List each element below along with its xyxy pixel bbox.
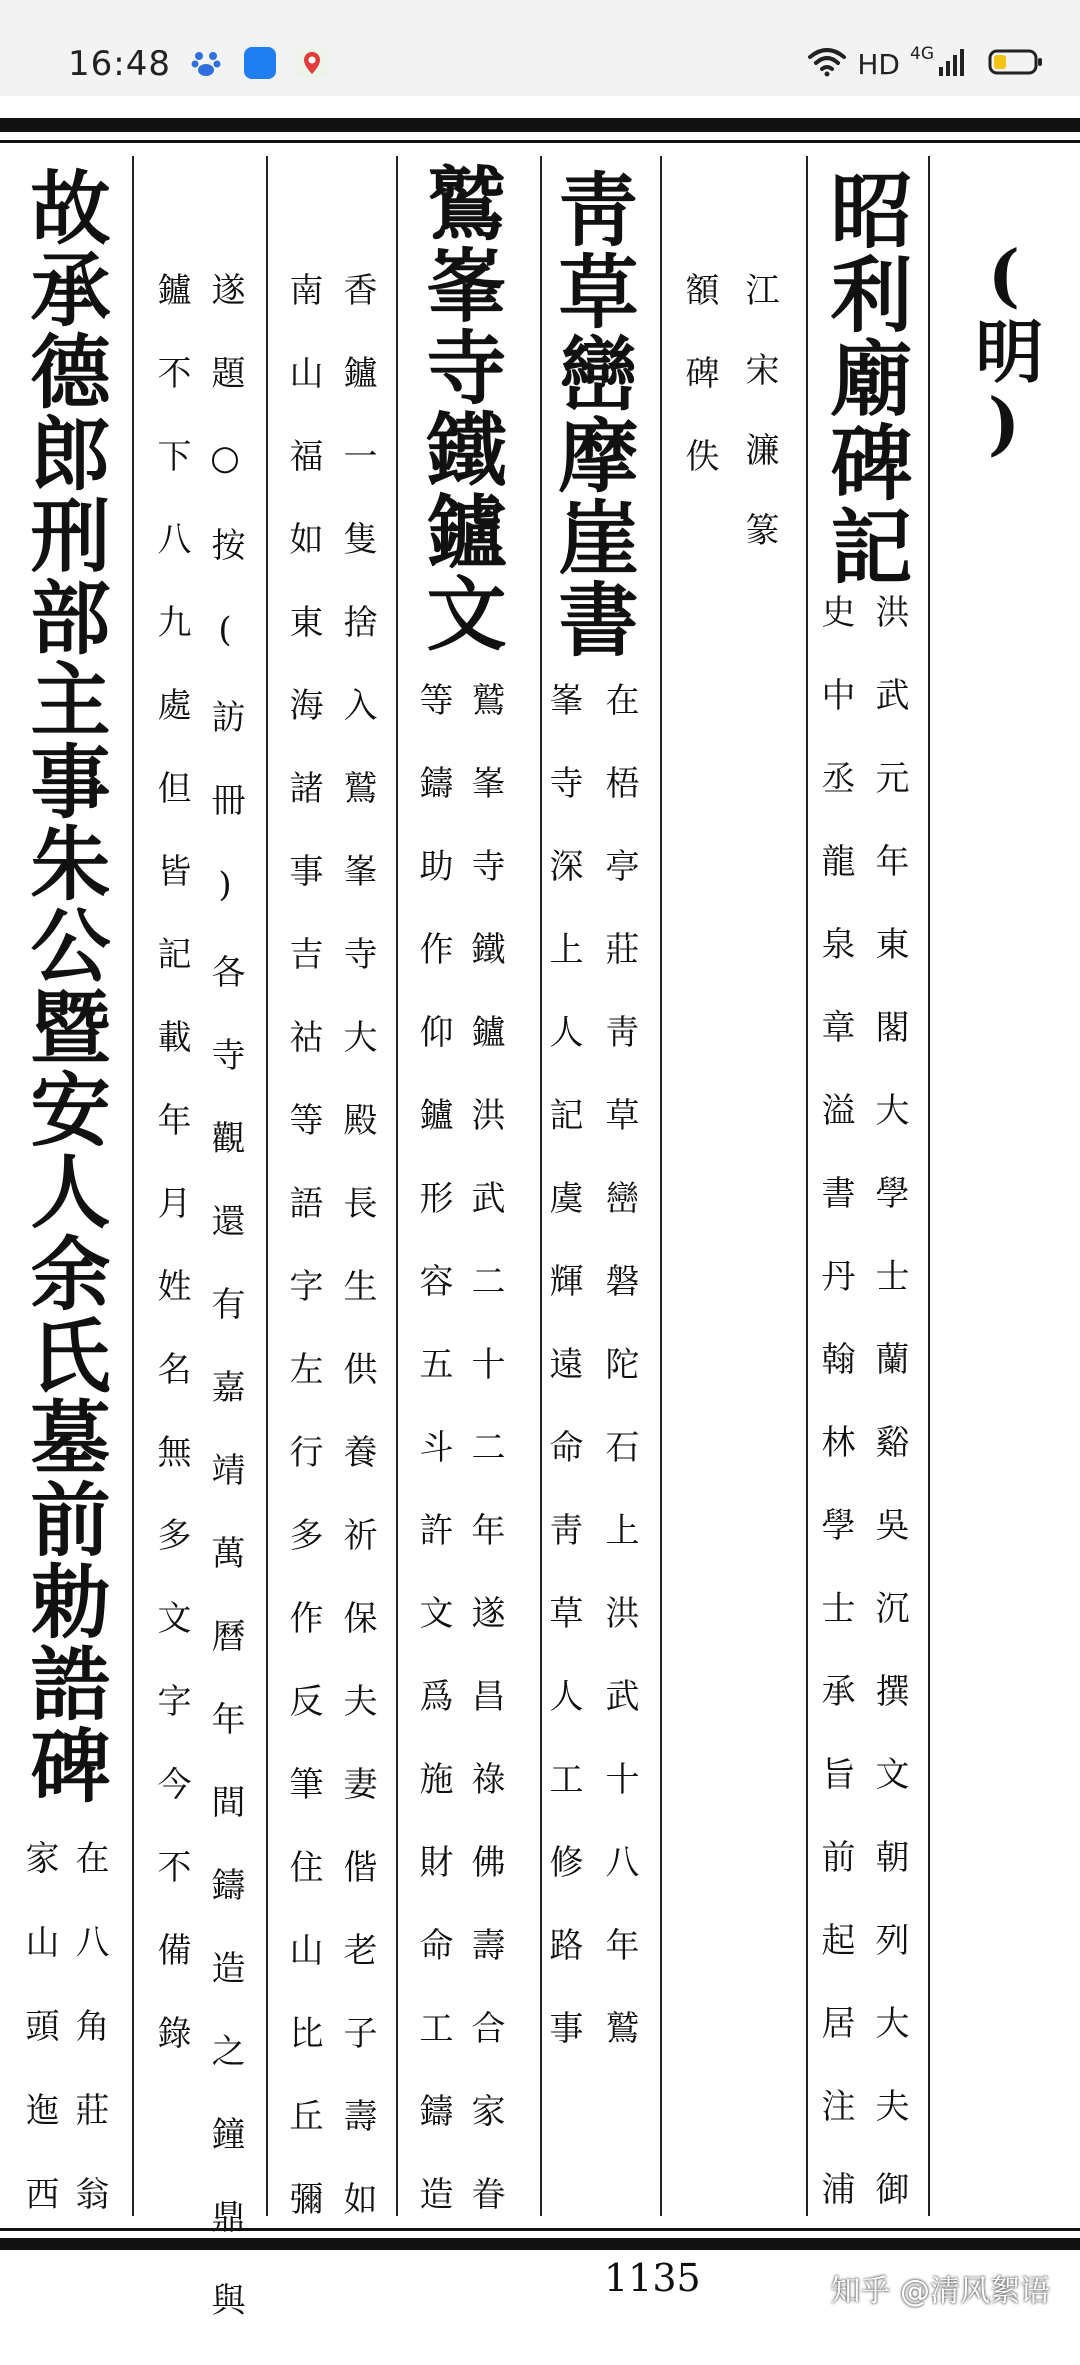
text-column: 峯寺深上人記虞輝遠命靑草人工修路事: [543, 682, 583, 2093]
status-bar: [0, 0, 1080, 96]
column-divider: [806, 156, 808, 2216]
text-column: 南山福如東海諸事吉祜等語字左行多作反筆住山比丘彌: [283, 272, 323, 2264]
text-column: 洪武元年東閣大學士蘭谿吳沉撰文朝列大夫御: [869, 594, 909, 2254]
location-app-icon: [296, 47, 328, 79]
text-column: 家山頭迤西: [19, 1840, 59, 2260]
page-number: 1135: [604, 2256, 701, 2300]
book-page: [0, 96, 1080, 2365]
network-hd-label: HD: [857, 47, 900, 81]
top-border-thick: [0, 118, 1080, 132]
cellular-signal-icon: [938, 47, 966, 81]
text-column: 史中丞龍泉章溢書丹翰林學士承旨前起居注浦: [815, 594, 855, 2254]
section-title-zhu-tomb-stele: 故承德郎刑部主事朱公暨安人余氏墓前勅誥碑: [17, 166, 111, 1806]
dynasty-marker: (明): [964, 236, 1044, 464]
section-title-zhaoli-temple: 昭利廟碑記: [817, 168, 913, 588]
text-column: 額碑佚: [679, 272, 719, 521]
column-divider: [540, 156, 542, 2216]
status-time: 16:48: [68, 44, 171, 84]
text-column: 鷲峯寺鐵鑪洪武二十二年遂昌祿佛壽合家眷: [465, 682, 505, 2259]
text-column: 江宋濂篆: [739, 272, 779, 592]
text-column: 香鑪一隻捨入鷲峯寺大殿長生供養祈保夫妻偕老子壽如: [337, 272, 377, 2264]
zhihu-watermark: 知乎 @清风絮语: [830, 2274, 1050, 2309]
section-title-jiufeng-temple-censer: 鷲峯寺鐵鑪文: [413, 162, 507, 654]
text-column: 等鑄助作仰鑪形容五斗許文爲施財命工鑄造: [413, 682, 453, 2259]
bottom-border-thin: [0, 2228, 1080, 2231]
network-type-label: 4G: [910, 44, 934, 64]
status-indicators: [807, 44, 1044, 84]
column-divider: [396, 156, 398, 2216]
text-column: 在梧亭莊靑草巒磐陀石上洪武十八年鷲: [599, 682, 639, 2093]
section-title-qingcao-cliff: 靑草巒摩崖書: [545, 168, 639, 660]
text-column: 鑪不下八九處但皆記載年月姓名無多文字今不備錄: [151, 272, 191, 2098]
text-column: 在八角莊翁: [69, 1840, 109, 2260]
wifi-icon: [807, 46, 847, 82]
column-divider: [928, 156, 930, 2216]
column-divider: [132, 156, 134, 2216]
top-border-thin: [0, 140, 1080, 143]
cloud-app-icon: [244, 47, 276, 79]
baidu-app-icon: [190, 47, 222, 79]
text-column: 遂題○按(訪冊)各寺觀還有嘉靖萬曆年間鑄造之鐘鼎與: [205, 272, 245, 2365]
bottom-border-thick: [0, 2238, 1080, 2250]
column-divider: [266, 156, 268, 2216]
battery-icon: [988, 48, 1044, 80]
column-divider: [660, 156, 662, 2216]
